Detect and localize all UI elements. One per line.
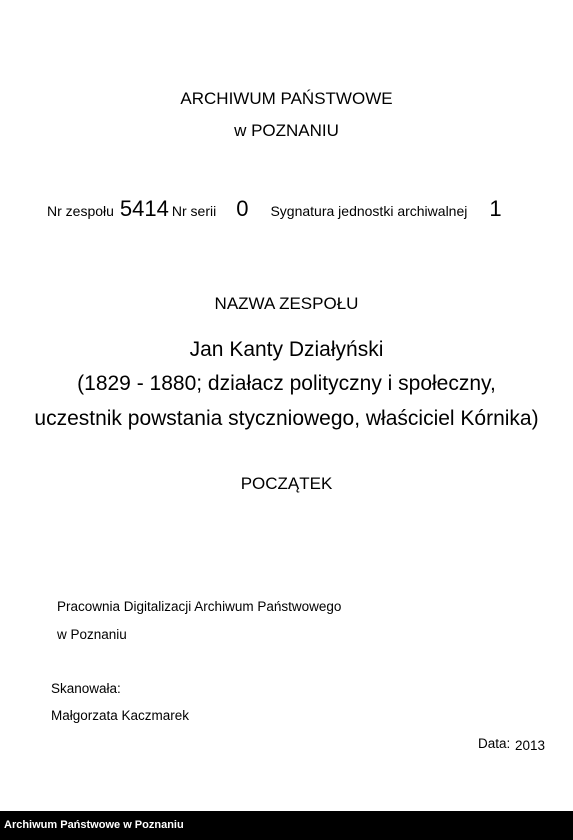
scanned-by-label: Skanowała: [51, 681, 121, 696]
metadata-row [47, 196, 502, 222]
signature-value: 1 [489, 196, 502, 221]
fonds-name-line-2: (1829 - 1880; działacz polityczny i społeczny, [77, 372, 496, 395]
archive-name: ARCHIWUM PAŃSTWOWE [180, 89, 393, 108]
digitization-lab-line-2: w Poznaniu [57, 627, 127, 642]
digitization-lab-line-1: Pracownia Digitalizacji Archiwum Państwowego [57, 599, 342, 614]
footer-archive-name: Archiwum Państwowe w Poznaniu [4, 819, 184, 831]
signature-label: Sygnatura jednostki archiwalnej [270, 203, 468, 219]
archive-city: w POZNANIU [234, 121, 339, 140]
fonds-number-label: Nr zespołu [47, 203, 114, 219]
fonds-name-line-1: Jan Kanty Działyński [189, 338, 384, 361]
fonds-number-value: 5414 [119, 196, 169, 221]
date-value: 2013 [515, 738, 546, 753]
date-label: Data: [478, 736, 511, 751]
footer-bar [0, 811, 573, 840]
start-marker: POCZĄTEK [240, 474, 333, 493]
series-number-value: 0 [236, 196, 249, 221]
scanned-by-name: Małgorzata Kaczmarek [51, 708, 190, 723]
fonds-heading: NAZWA ZESPOŁU [214, 294, 359, 313]
series-number-label: Nr serii [171, 203, 217, 219]
fonds-name-line-3: uczestnik powstania styczniowego, właściciel Kórnika) [34, 407, 539, 430]
